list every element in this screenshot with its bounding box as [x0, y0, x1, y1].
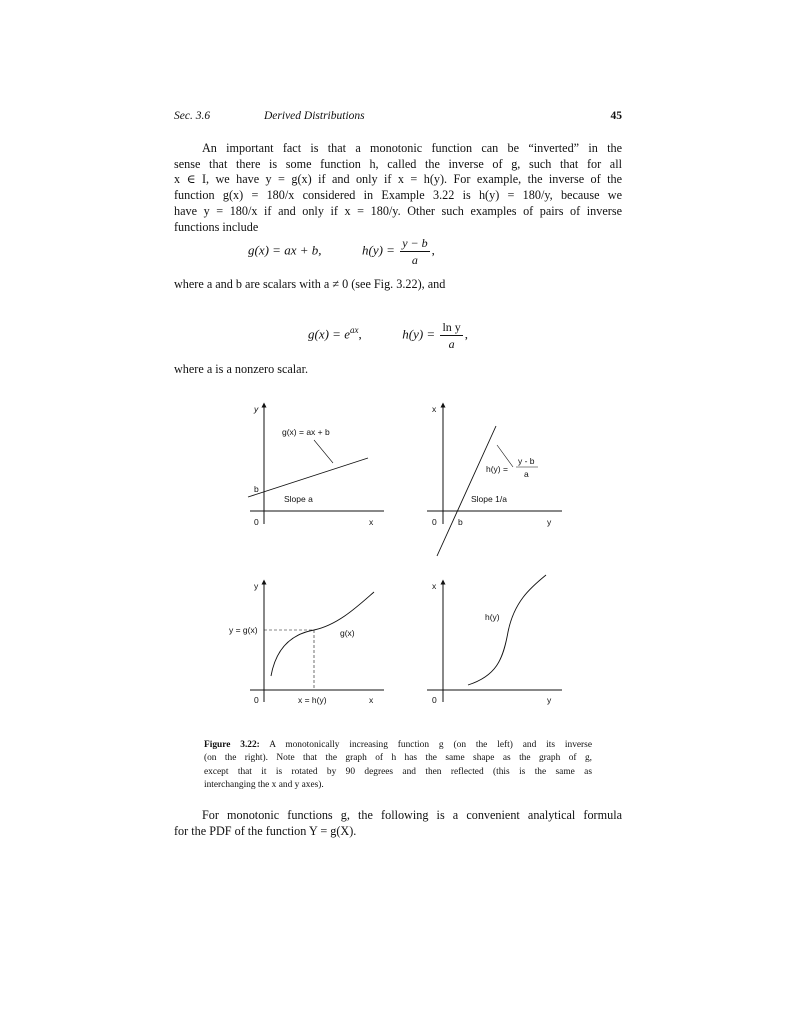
text-line: x ∈ I, we have y = g(x) if and only if x = h(y). For example, the inverse of the — [174, 172, 622, 187]
y-axis-label: y — [547, 695, 552, 705]
fraction-denominator: a — [448, 337, 455, 351]
section-title: Derived Distributions — [264, 110, 365, 122]
panel-curve-g — [229, 581, 384, 705]
text-line: For monotonic functions g, the following is a convenient analytical formula — [202, 808, 622, 822]
section-label: Sec. 3.6 — [174, 110, 211, 122]
caption-text: A monotonically increasing function g (on the left) and its inverse — [269, 740, 592, 750]
fraction-denominator: a — [411, 253, 418, 267]
x-axis-label: x — [432, 404, 437, 414]
curve-label: g(x) = ax + b — [282, 427, 330, 437]
text-line: An important fact is that a monotonic function can be “inverted” in the — [202, 141, 622, 155]
panel-curve-h — [427, 575, 562, 705]
y-marker-label: y = g(x) — [229, 625, 258, 635]
where-line-linear: where a and b are scalars with a ≠ 0 (see Fig. 3.22), and — [174, 277, 446, 291]
x-marker-label: x = h(y) — [298, 695, 327, 705]
line-h — [437, 426, 496, 556]
fraction-numerator: y - b — [518, 456, 535, 466]
intercept-label: b — [458, 517, 463, 527]
equation-exponent: ax — [349, 325, 359, 336]
panel-linear-h — [427, 404, 562, 556]
text-line: have y = 180/x if and only if x = 180/y. Other such examples of pairs of inverse — [174, 203, 622, 218]
x-axis-label: x — [369, 695, 374, 705]
equation-lhs: g(x) = ax + b, — [248, 242, 322, 258]
curve-h — [468, 575, 546, 685]
text-line: function g(x) = 180/x considered in Example 3.22 is h(y) = 180/y, because we — [174, 188, 622, 203]
curve-label: g(x) — [340, 628, 355, 638]
curve-label: h(y) = — [486, 464, 508, 474]
intercept-label: b — [254, 484, 259, 494]
caption-line: interchanging the x and y axes). — [204, 780, 324, 791]
text-line: sense that there is some function h, called the inverse of g, such that for all — [174, 156, 622, 171]
fraction-denominator: a — [524, 469, 529, 479]
text-line: functions include — [174, 219, 259, 234]
curve-g — [271, 592, 374, 676]
caption-line — [204, 739, 592, 752]
caption-line: except that it is rotated by 90 degrees and then reflected (this is the same as — [204, 766, 592, 777]
page-number: 45 — [610, 110, 622, 122]
origin-label: 0 — [254, 517, 259, 527]
label-leader — [314, 440, 333, 463]
fraction-numerator: y − b — [402, 236, 428, 250]
y-axis-label: y — [547, 517, 552, 527]
equation-rhs-head: h(y) = — [362, 242, 395, 258]
x-axis-label: x — [432, 581, 437, 591]
panel-linear-g — [248, 404, 384, 527]
origin-label: 0 — [432, 517, 437, 527]
text-line: for the PDF of the function Y = g(X). — [174, 823, 357, 838]
slope-label: Slope a — [284, 494, 313, 504]
equation-lhs-tail: , — [358, 326, 362, 342]
equation-lhs-head: g(x) = e — [308, 326, 350, 342]
figure-caption — [204, 739, 592, 793]
slope-label: Slope 1/a — [471, 494, 507, 504]
x-axis-label: x — [369, 517, 374, 527]
caption-line: (on the right). Note that the graph of h has the same shape as the graph of g, — [204, 753, 592, 764]
origin-label: 0 — [432, 695, 437, 705]
y-axis-label: y — [254, 404, 259, 414]
equation-tail: , — [431, 242, 435, 258]
caption-label: Figure 3.22: — [204, 740, 260, 750]
closing-paragraph — [174, 808, 622, 839]
fraction-numerator: ln y — [442, 320, 461, 334]
y-axis-label: y — [254, 581, 259, 591]
equation-rhs-head: h(y) = — [402, 326, 436, 342]
origin-label: 0 — [254, 695, 259, 705]
curve-label: h(y) — [485, 612, 500, 622]
line-g — [248, 458, 368, 497]
equation-tail: , — [464, 326, 469, 342]
where-line-exponential: where a is a nonzero scalar. — [174, 362, 308, 376]
